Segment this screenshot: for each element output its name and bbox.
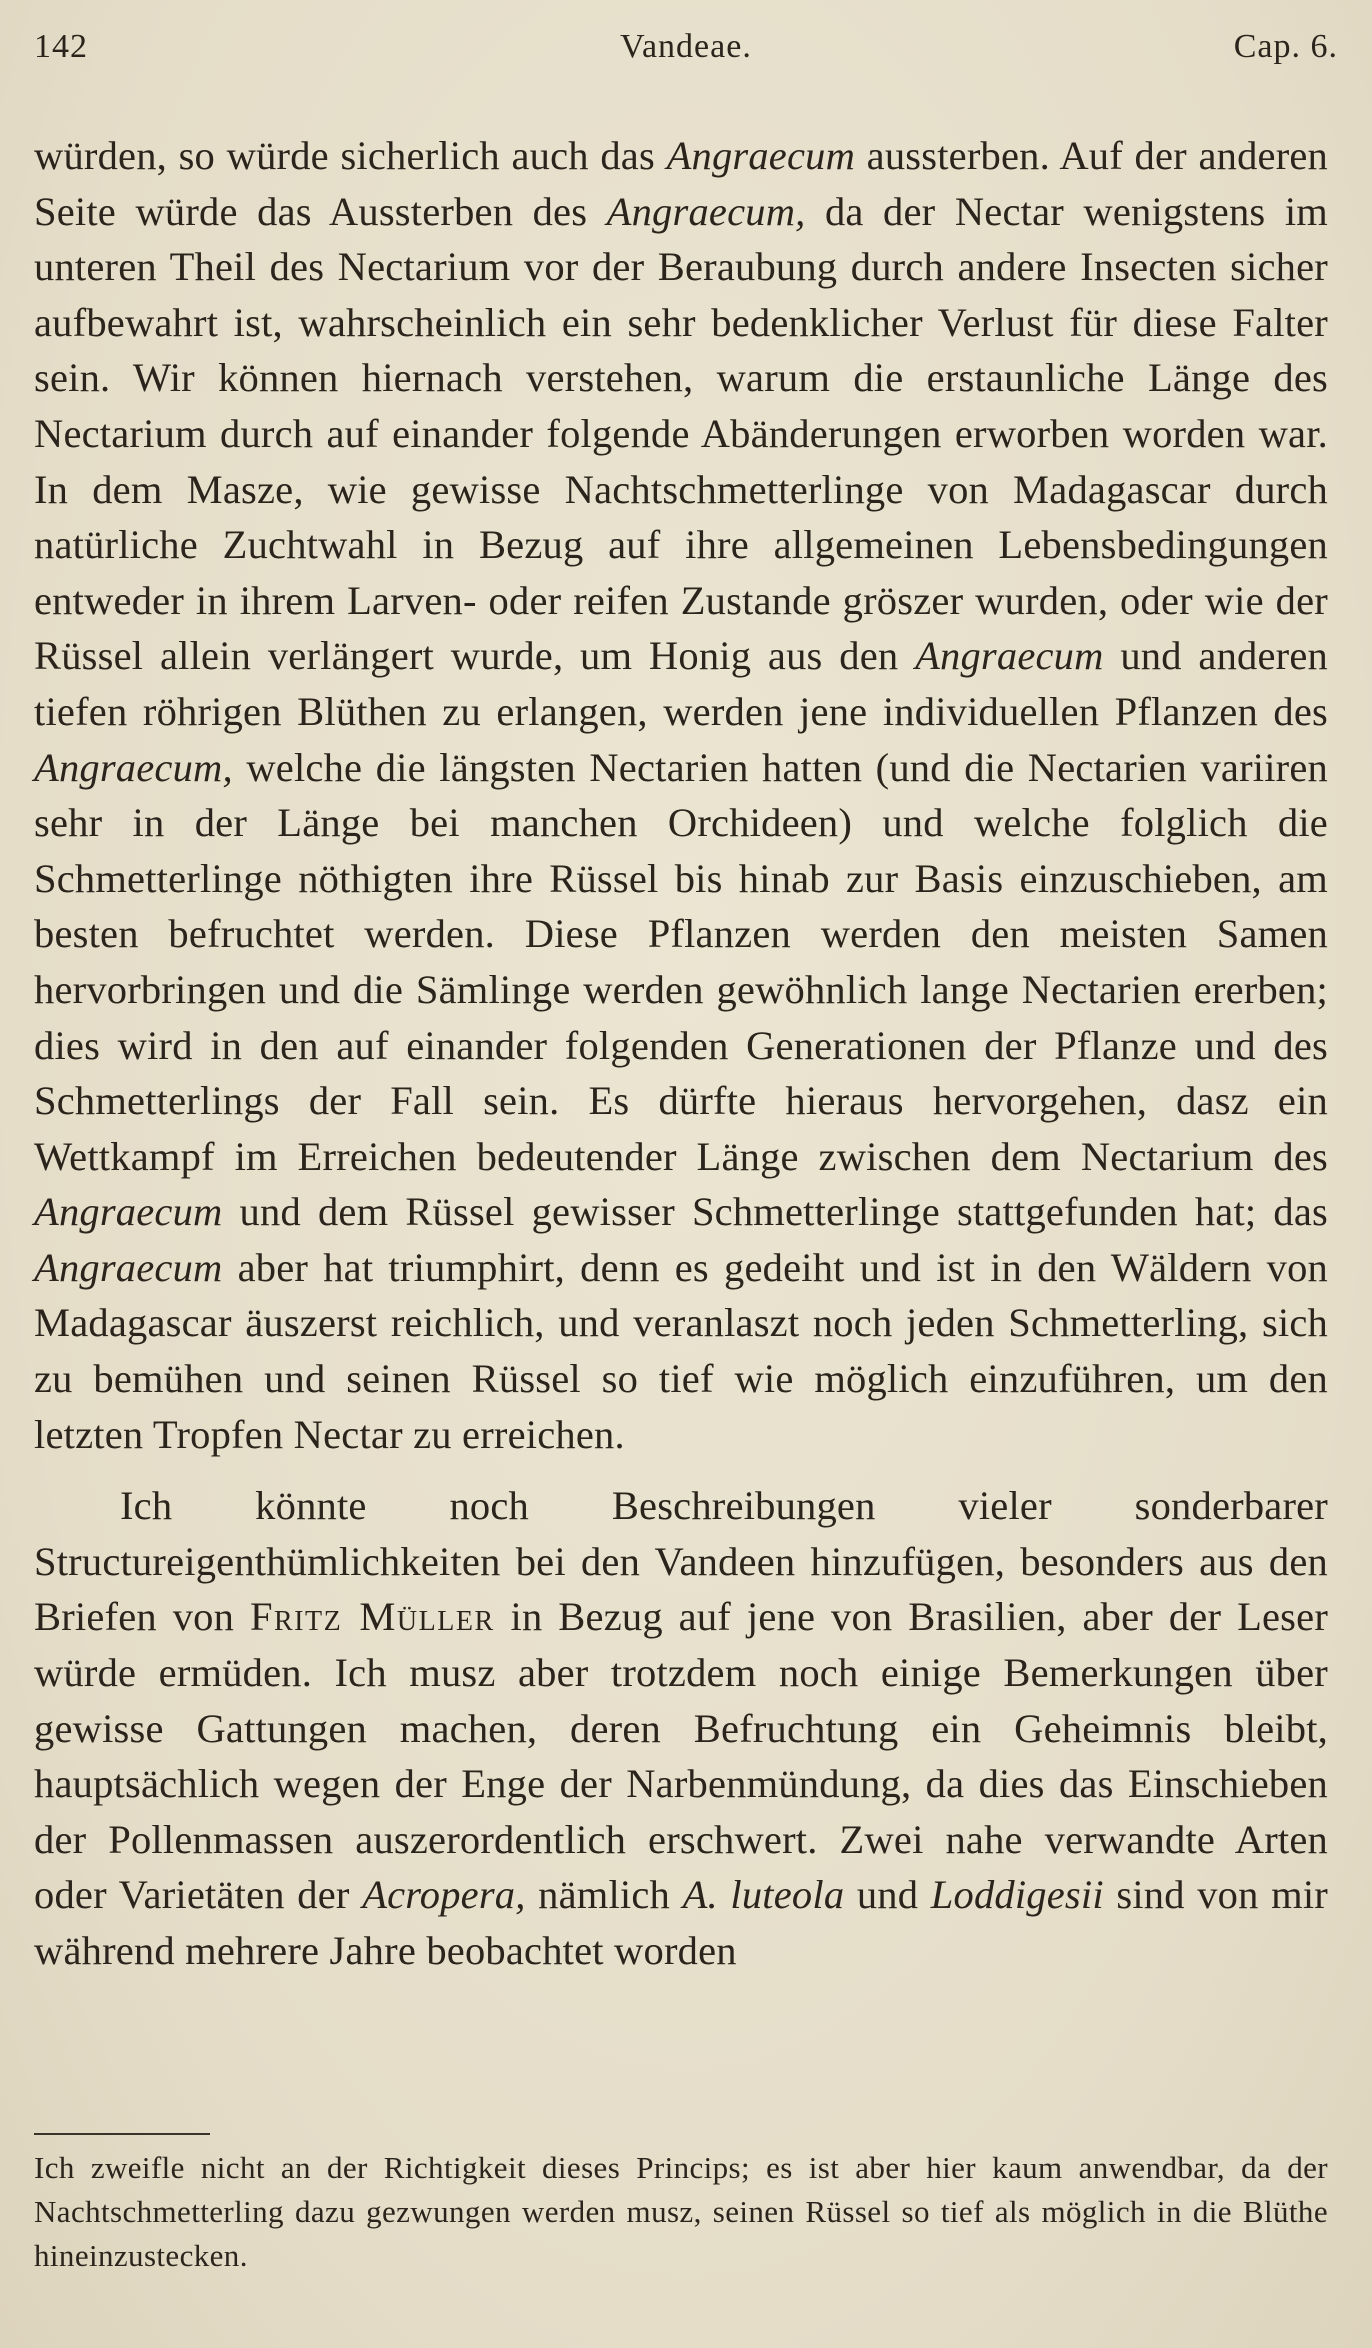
italic-term: Angraecum [666, 133, 856, 178]
italic-term: Loddigesii [930, 1872, 1104, 1918]
text-run: und [844, 1872, 931, 1918]
text-run: und dem Rüssel gewisser Schmetterlinge stattgefunden hat; das [222, 1189, 1328, 1235]
main-text [34, 128, 1328, 1979]
italic-term: Angraecum, [34, 744, 233, 790]
italic-term: Acropera, [362, 1872, 526, 1918]
author-name: Fritz Müller [249, 1594, 495, 1640]
italic-term: Angraecum [915, 633, 1104, 679]
footnote-rule [34, 2133, 210, 2135]
text-run: da der Nectar wenigstens im unteren Theil des Nectarium vor der Beraubung durch andere Insecten sicher aufbewahrt ist, wahrscheinlich ein sehr bedenklicher Verlust für diese Falter sein. Wir können hiernach verstehen, warum die erstaunliche Länge des Nectarium durch auf einander folgende Abänderungen erworben worden war. In dem Masze, wie gewisse Nachtschmetterlinge von Madagascar durch natürliche Zuchtwahl in Bezug auf ihre allgemeinen Lebensbedingungen entweder in ihrem Larven- oder reifen Zustande gröszer wurden, oder wie der Rüssel allein verlängert wurde, um Honig aus den [34, 188, 1329, 679]
text-run: in Bezug auf jene von Brasilien, aber der Leser würde ermüden. Ich musz aber trotzdem noch einige Bemerkungen über gewisse Gattungen machen, deren Befruchtung ein Geheimnis bleibt, hauptsächlich wegen der Enge der Narbenmündung, da dies das Einschieben der Pollenmassen auszerordentlich erschwert. Zwei nahe verwandte Arten oder Varietäten der [34, 1594, 1329, 1918]
text-run: würden, so würde sicherlich auch das [34, 133, 667, 178]
chapter-label: Cap. 6. [1233, 28, 1338, 65]
text-run: sind von mir während mehrere Jahre beobachtet worden [34, 1872, 1328, 1973]
italic-term: Angraecum [34, 1244, 223, 1290]
footnote [34, 2146, 1328, 2278]
text-run: welche die längsten Nectarien hatten (und die Nectarien variiren sehr in der Länge bei manchen Orchideen) und welche folglich die Schmetterlinge nöthigten ihre Rüssel bis hinab zur Basis einzuschieben, am besten befruchtet werden. Diese Pflanzen werden den meisten Samen hervorbringen und die Sämlinge werden gewöhnlich lange Nectarien ererben; dies wird in den auf einander folgenden Generationen der Pflanze und des Schmetterlings der Fall sein. Es dürfte hieraus hervorgehen, dasz ein Wettkampf im Erreichen bedeutender Länge zwischen dem Nectarium des [34, 744, 1328, 1179]
paragraph-1 [34, 128, 1328, 1462]
text-run: Ich könnte noch Beschreibungen vieler sonderbarer Structureigenthümlichkeiten bei den Vandeen hinzufügen, besonders aus den Briefen von [34, 1483, 1328, 1640]
footnote-text: Ich zweifle nicht an der Richtigkeit dieses Princips; es ist aber hier kaum anwendbar, da der Nachtschmetterling dazu gezwungen werden musz, seinen Rüssel so tief als möglich in die Blüthe hineinzustecken. [34, 2150, 1328, 2273]
italic-term: Angraecum, [606, 188, 806, 234]
text-run: aussterben. Auf der anderen Seite würde das Aussterben des [34, 133, 1329, 234]
running-header [34, 28, 1338, 78]
italic-term: A. luteola [682, 1872, 845, 1918]
italic-term: Angraecum [34, 1189, 223, 1235]
text-run: aber hat triumphirt, denn es gedeiht und ist in den Wäldern von Madagascar äuszerst reichlich, und veranlaszt noch jeden Schmetterling, sich zu bemühen und seinen Rüssel so tief wie möglich einzuführen, um den letzten Tropfen Nectar zu erreichen. [34, 1244, 1328, 1457]
running-title: Vandeae. [620, 28, 752, 65]
page-number: 142 [34, 28, 88, 65]
text-run: und anderen tiefen röhrigen Blüthen zu erlangen, werden jene individuellen Pflanzen des [34, 633, 1328, 734]
text-run: nämlich [525, 1872, 683, 1918]
paragraph-2 [34, 1478, 1328, 1978]
